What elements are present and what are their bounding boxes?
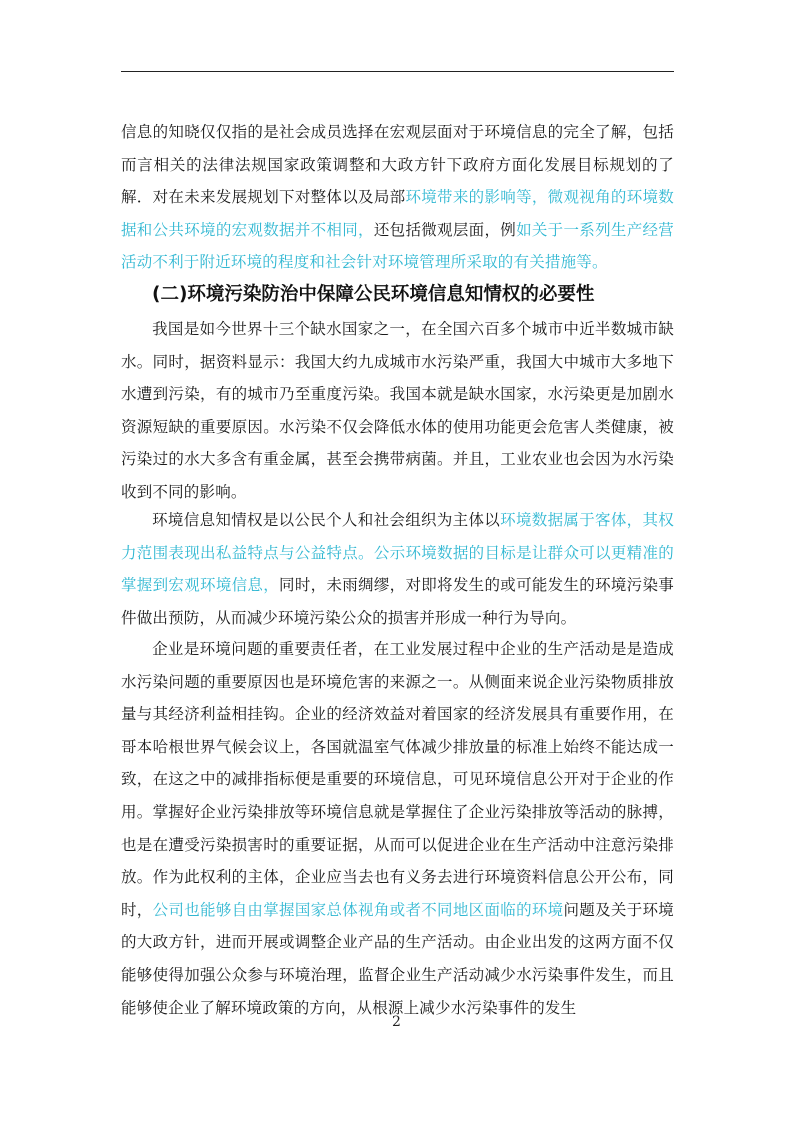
paragraph-1-highlight-a: 环境带来的影响等，微观视角的环境数据和公共环境的宏观数据并不相同，	[121, 188, 674, 239]
paragraph-4-text-b: 问题及关于环境的大政方针，进而开展或调整企业产品的生产活动。由企业出发的这两方面不仅能够使得加强公众参与环境治理，监督企业生产活动减少水污染事件发生，而且能够使企业了解环境政策的方向，从根源上减少水污染事件的发生	[121, 900, 674, 1017]
paragraph-1-text-b: 还包括微观层面，例	[373, 220, 517, 239]
paragraph-1-text-a: 信息的知晓仅仅指的是社会成员选择在宏观层面对于环境信息的完全了解，包括而言相关的法律法规国家政策调整和大政方针下政府方面化发展目标规划的了解．对在未来发展规划下对整体以及局部	[121, 123, 674, 207]
paragraph-4-text-a: 企业是环境问题的重要责任者，在工业发展过程中企业的生产活动是是造成水污染问题的重要原因也是环境危害的来源之一。从侧面来说企业污染物质排放量与其经济利益相挂钩。企业的经济效益对着国家的经济发展具有重要作用，在哥本哈根世界气候会议上，各国就温室气体减少排放量的标准上始终不能达成一致，在这之中的减排指标便是重要的环境信息，可见环境信息公开对于企业的作用。掌握好企业污染排放等环境信息就是掌握住了企业污染排放等活动的脉搏，也是在遭受污染损害时的重要证据，从而可以促进企业在生产活动中注意污染排放。作为此权利的主体，企业应当去也有义务去进行环境资料信息公开公布，同时，	[121, 640, 674, 919]
page-number: 2	[392, 1014, 401, 1030]
paragraph-1-highlight-b: 如关于一系列生产经营活动不利于附近环境的程度和社会针对环境管理所采取的有关措施等。	[121, 220, 674, 272]
paragraph-4	[121, 633, 674, 1024]
paragraph-3	[121, 504, 674, 634]
paragraph-2-text: 我国是如今世界十三个缺水国家之一，在全国六百多个城市中近半数城市缺水。同时，据资料显示：我国大约九成城市水污染严重，我国大中城市大多地下水遭到污染，有的城市乃至重度污染。我国本就是缺水国家，水污染更是加剧水资源短缺的重要原因。水污染不仅会降低水体的使用功能更会危害人类健康，被污染过的水大多含有重金属，甚至会携带病菌。并且，工业农业也会因为水污染收到不同的影响。	[121, 320, 674, 501]
header-rule	[121, 71, 674, 72]
paragraph-3-highlight: 环境数据属于客体，其权力范围表现出私益特点与公益特点。公示环境数据的目标是让群众可以更精准的掌握到宏观环境信息，	[121, 511, 675, 595]
section-heading: (二)环境污染防治中保障公民环境信息知情权的必要性	[152, 284, 595, 305]
paragraph-1	[121, 116, 674, 279]
paragraph-4-highlight: 公司也能够自由掌握国家总体视角或者不同地区面临的环境	[152, 900, 564, 919]
paragraph-2	[121, 313, 674, 509]
paragraph-3-text-b: 同时，未雨绸缪，对即将发生的或可能发生的环境污染事件做出预防，从而减少环境污染公众的损害并形成一种行为导向。	[121, 576, 674, 627]
paragraph-3-text-a: 环境信息知情权是以公民个人和社会组织为主体以	[152, 511, 501, 529]
